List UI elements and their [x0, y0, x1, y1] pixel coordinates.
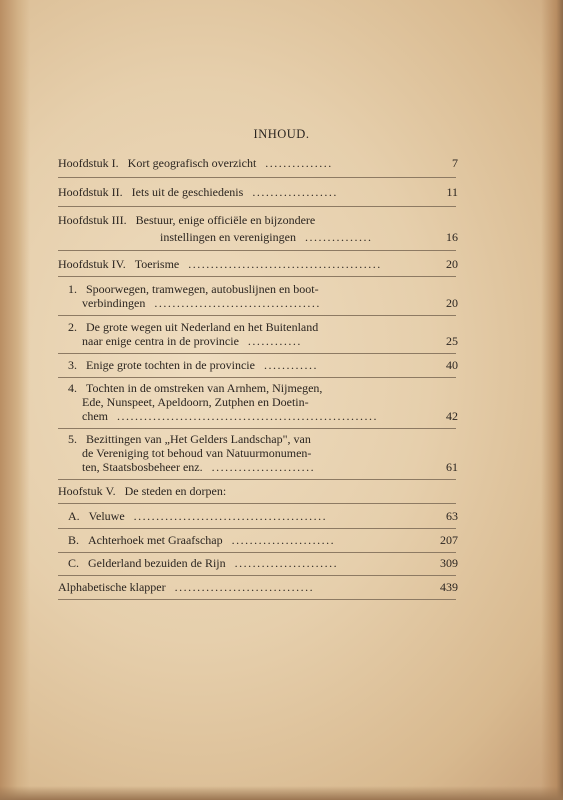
toc-subentry-4 [68, 381, 322, 395]
toc-page-number: 7 [452, 156, 458, 170]
toc-entry-hoofdstuk-3-cont [160, 230, 372, 244]
leader-dots: ........................................... [133, 509, 328, 523]
subentry-letter: A. [68, 509, 80, 523]
toc-page-number: 309 [440, 556, 458, 570]
chapter-label: Hoofdstuk II. [58, 185, 123, 199]
toc-page-number: 20 [446, 296, 458, 310]
toc-subentry-c [68, 556, 338, 570]
page-edge-shadow [541, 0, 563, 800]
chapter-title: Kort geografisch overzicht [127, 156, 257, 170]
toc-page-number: 61 [446, 460, 458, 474]
leader-dots: ............ [247, 334, 302, 348]
toc-entry-hoofdstuk-1 [58, 156, 333, 170]
toc-subentry-1-cont [82, 296, 321, 310]
chapter-title-cont: instellingen en verenigingen [160, 230, 296, 244]
separator-line [58, 250, 456, 251]
toc-subentry-2 [68, 320, 318, 334]
separator-line [58, 206, 456, 207]
subentry-title: Bezittingen van „Het Gelders Landschap", van [86, 432, 311, 446]
toc-subentry-1 [68, 282, 319, 296]
separator-line [58, 276, 456, 277]
subentry-title-cont: de Vereniging tot behoud van Natuurmonumen- [82, 446, 312, 460]
toc-subentry-a [68, 509, 327, 523]
toc-page-number: 20 [446, 257, 458, 271]
page-spine-shadow [0, 0, 30, 800]
leader-dots: ................... [252, 185, 338, 199]
toc-page-number: 207 [440, 533, 458, 547]
subentry-title: Veluwe [88, 509, 125, 523]
page-bottom-shadow [0, 786, 563, 800]
toc-page-number: 63 [446, 509, 458, 523]
toc-subentry-5 [68, 432, 311, 446]
chapter-label: Hoofdstuk I. [58, 156, 119, 170]
subentry-title: De grote wegen uit Nederland en het Buitenland [86, 320, 319, 334]
toc-page-number: 439 [440, 580, 458, 594]
toc-subentry-b [68, 533, 335, 547]
chapter-title: Toerisme [134, 257, 180, 271]
separator-line [58, 377, 456, 378]
separator-line [58, 315, 456, 316]
subentry-number: 5. [68, 432, 77, 446]
subentry-number: 4. [68, 381, 77, 395]
toc-subentry-5-cont [82, 446, 311, 460]
separator-line [58, 177, 456, 178]
separator-line [58, 552, 456, 553]
subentry-title: Gelderland bezuiden de Rijn [88, 556, 226, 570]
leader-dots: ....................... [231, 533, 336, 547]
leader-dots: ....................... [234, 556, 339, 570]
toc-entry-index [58, 580, 314, 594]
toc-entry-hoofdstuk-2 [58, 185, 338, 199]
leader-dots: ............................... [174, 580, 315, 594]
chapter-label: Hoofstuk V. [58, 484, 116, 498]
subentry-title-cont: verbindingen [82, 296, 146, 310]
toc-title: INHOUD. [253, 127, 310, 141]
subentry-number: 3. [68, 358, 77, 372]
subentry-title: Spoorwegen, tramwegen, autobuslijnen en boot- [86, 282, 319, 296]
toc-subentry-5-cont2 [82, 460, 315, 474]
toc-page-number: 16 [446, 230, 458, 244]
chapter-title: Iets uit de geschiedenis [131, 185, 244, 199]
leader-dots: ........................................... [188, 257, 382, 271]
leader-dots: ............ [263, 358, 318, 372]
toc-entry-hoofdstuk-4 [58, 257, 382, 271]
leader-dots: ....................... [211, 460, 316, 474]
subentry-title-cont: Ede, Nunspeet, Apeldoorn, Zutphen en Doetin- [82, 395, 309, 409]
subentry-number: 1. [68, 282, 77, 296]
leader-dots: .......................................................... [117, 409, 378, 423]
subentry-title-cont: naar enige centra in de provincie [82, 334, 239, 348]
subentry-number: 2. [68, 320, 77, 334]
leader-dots: ............... [304, 230, 373, 244]
separator-line [58, 528, 456, 529]
toc-page-number: 40 [446, 358, 458, 372]
toc-page-number: 25 [446, 334, 458, 348]
chapter-label: Hoofdstuk IV. [58, 257, 126, 271]
toc-subentry-4-cont [82, 395, 309, 409]
toc-subentry-3 [68, 358, 318, 372]
toc-entry-hoofdstuk-5 [58, 484, 226, 498]
toc-subentry-2-cont [82, 334, 302, 348]
chapter-title: Bestuur, enige officiële en bijzondere [135, 213, 316, 227]
leader-dots: ..................................... [154, 296, 321, 310]
toc-page-number: 42 [446, 409, 458, 423]
toc-entry-hoofdstuk-3 [58, 213, 315, 227]
subentry-title: Enige grote tochten in de provincie [86, 358, 255, 372]
subentry-title-cont: ten, Staatsbosbeheer enz. [82, 460, 203, 474]
separator-line [58, 575, 456, 576]
index-title: Alphabetische klapper [58, 580, 166, 594]
toc-subentry-4-cont2 [82, 409, 378, 423]
separator-line [58, 353, 456, 354]
separator-line [58, 428, 456, 429]
subentry-title-cont: chem [82, 409, 108, 423]
separator-line [58, 503, 456, 504]
chapter-title: De steden en dorpen: [124, 484, 227, 498]
leader-dots: ............... [265, 156, 333, 170]
subentry-letter: C. [68, 556, 80, 570]
separator-line [58, 599, 456, 600]
chapter-label: Hoofdstuk III. [58, 213, 127, 227]
subentry-title: Achterhoek met Graafschap [88, 533, 223, 547]
subentry-letter: B. [68, 533, 80, 547]
subentry-title: Tochten in de omstreken van Arnhem, Nijmegen, [86, 381, 323, 395]
separator-line [58, 479, 456, 480]
toc-page-number: 11 [446, 185, 458, 199]
